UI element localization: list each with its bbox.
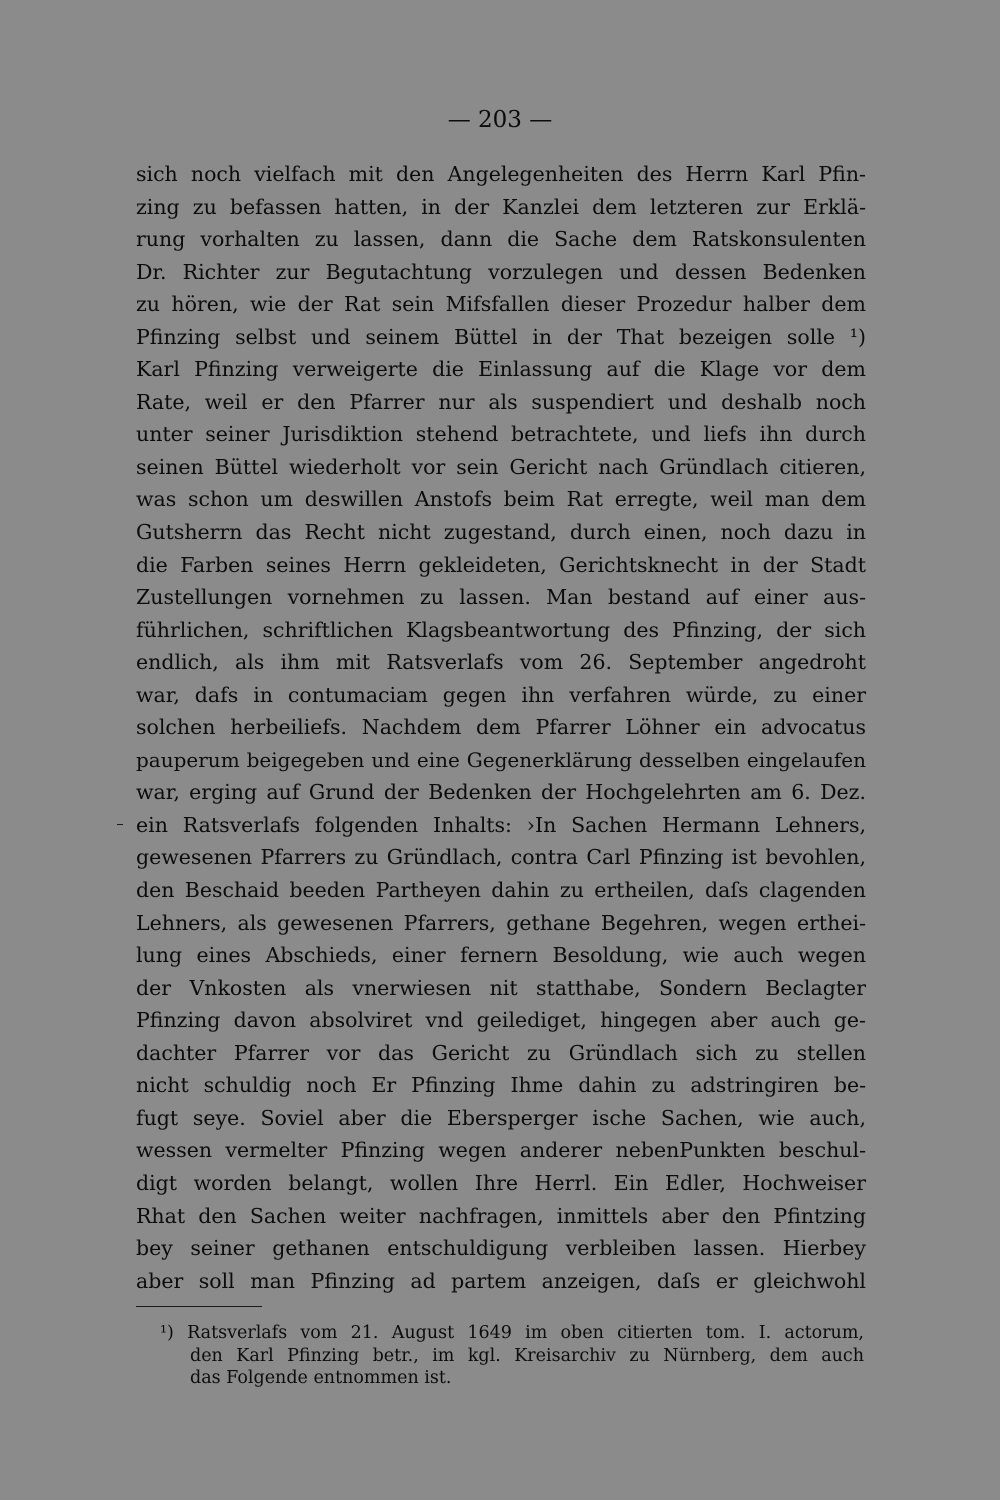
text-line: Rate, weil er den Pfarrer nur als suspendiert und deshalb noch [136, 389, 866, 414]
footnote-rule [136, 1306, 262, 1307]
text-line: fugt seye. Soviel aber die Ebersperger ische Sachen, wie auch, [136, 1105, 866, 1130]
text-line: seinen Büttel wiederholt vor sein Gericht nach Gründlach citieren, [136, 454, 866, 479]
text-line: aber soll man Pfinzing ad partem anzeigen, daſs er gleichwohl [136, 1268, 866, 1293]
text-line: Dr. Richter zur Begutachtung vorzulegen und dessen Bedenken [136, 259, 866, 284]
text-line: rung vorhalten zu lassen, dann die Sache dem Ratskonsulenten [136, 227, 866, 252]
text-line: was schon um deswillen Anstofs beim Rat erregte, weil man dem [136, 487, 866, 512]
body-text [136, 158, 866, 1297]
text-line: war, dafs in contumaciam gegen ihn verfahren würde, zu einer [136, 682, 866, 707]
text-line: Zustellungen vornehmen zu lassen. Man bestand auf einer aus- [136, 585, 866, 610]
footnote [160, 1322, 864, 1390]
text-line: Rhat den Sachen weiter nachfragen, inmittels aber den Pfintzing [136, 1203, 866, 1228]
text-line: unter seiner Jurisdiktion stehend betrachtete, und liefs ihn durch [136, 422, 866, 447]
text-line: ein Ratsverlafs folgenden Inhalts: ›In Sachen Hermann Lehners, [136, 812, 866, 837]
footnote-marker: ¹) [160, 1323, 174, 1343]
text-line: lung eines Abschieds, einer fernern Besoldung, wie auch wegen [136, 943, 866, 968]
page-number: — 203 — [447, 107, 553, 133]
text-line: war, erging auf Grund der Bedenken der Hochgelehrten am 6. Dez. [136, 780, 866, 805]
text-line: zing zu befassen hatten, in der Kanzlei dem letzteren zur Erklä- [136, 194, 866, 219]
text-line: Gutsherrn das Recht nicht zugestand, durch einen, noch dazu in [136, 520, 866, 545]
text-line: Pfinzing selbst und seinem Büttel in der That bezeigen solle ¹) [136, 324, 866, 349]
footnote-line: das Folgende entnommen ist. [190, 1368, 452, 1388]
text-line: pauperum beigegeben und eine Gegenerklärung desselben eingelaufen [136, 747, 866, 772]
text-line: Lehners, als gewesenen Pfarrers, gethane Begehren, wegen erthei- [136, 910, 866, 935]
footnote-text: Ratsverlafs vom 21. August 1649 im oben citierten tom. I. actorum, [187, 1323, 864, 1343]
text-line: Karl Pfinzing verweigerte die Einlassung auf die Klage vor dem [136, 357, 866, 382]
text-line: dachter Pfarrer vor das Gericht zu Gründlach sich zu stellen [136, 1040, 866, 1065]
text-line: führlichen, schriftlichen Klagsbeantwortung des Pfinzing, der sich [136, 617, 866, 642]
footnote-line: den Karl Pfinzing betr., im kgl. Kreisarchiv zu Nürnberg, dem auch [190, 1345, 864, 1366]
text-line: die Farben seines Herrn gekleideten, Gerichtsknecht in der Stadt [136, 552, 866, 577]
text-line: sich noch vielfach mit den Angelegenheiten des Herrn Karl Pfin- [136, 162, 866, 186]
text-line: gewesenen Pfarrers zu Gründlach, contra Carl Pfinzing ist bevohlen, [136, 845, 866, 870]
text-line: nicht schuldig noch Er Pfinzing Ihme dahin zu adstringiren be- [136, 1073, 866, 1098]
footnote-line [160, 1322, 864, 1345]
text-line: solchen herbeiliefs. Nachdem dem Pfarrer Löhner ein advocatus [136, 715, 866, 740]
text-line: zu hören, wie der Rat sein Mifsfallen dieser Prozedur halber dem [136, 292, 866, 317]
text-line: den Beschaid beeden Partheyen dahin zu ertheilen, daſs clagenden [136, 878, 866, 903]
text-line: endlich, als ihm mit Ratsverlafs vom 26. September angedroht [136, 650, 866, 675]
text-line: bey seiner gethanen entschuldigung verbleiben lassen. Hierbey [136, 1236, 866, 1261]
margin-mark [117, 824, 123, 825]
text-line: digt worden belangt, wollen Ihre Herrl. Ein Edler, Hochweiser [136, 1170, 866, 1195]
text-line: wessen vermelter Pfinzing wegen anderer nebenPunkten beschul- [136, 1138, 866, 1163]
text-line: der Vnkosten als vnerwiesen nit statthabe, Sondern Beclagter [136, 975, 866, 1000]
text-line: Pfinzing davon absolviret vnd geilediget, hingegen aber auch ge- [136, 1008, 866, 1033]
